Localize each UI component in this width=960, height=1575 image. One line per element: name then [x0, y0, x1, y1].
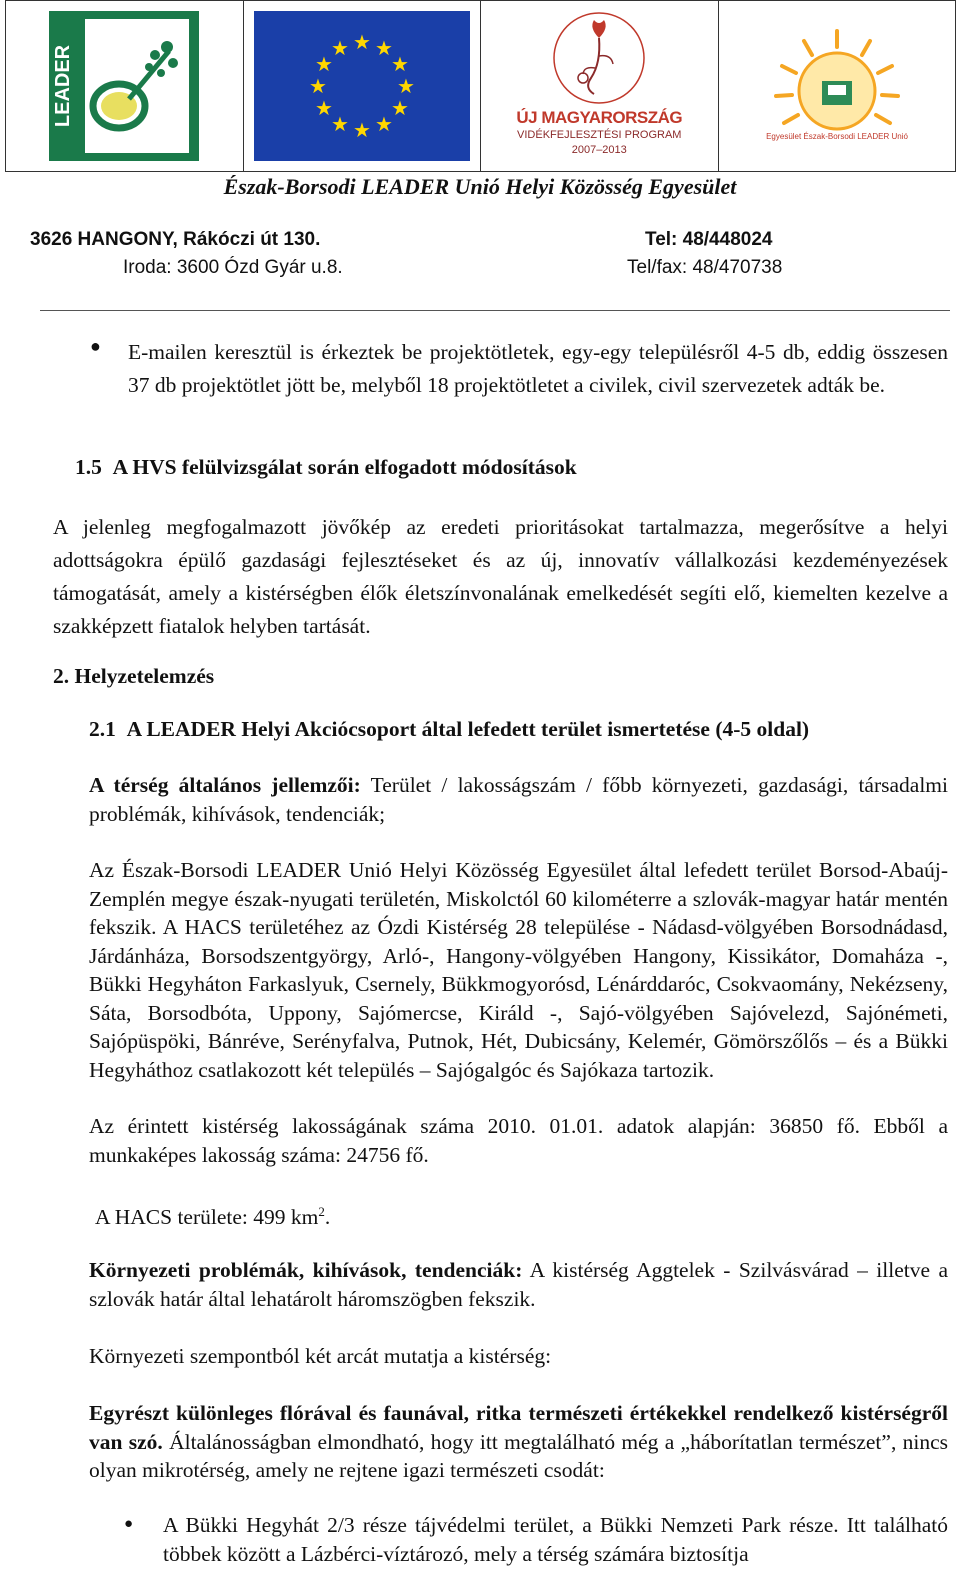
- flora-text: Általánosságban elmondható, hogy itt megtalálható még a „háborítatlan természet”, nincs olyan mikrotérség, amely ne rejtene igazi természeti csodát:: [89, 1429, 948, 1482]
- address: 3626 HANGONY, Rákóczi út 130.: [30, 229, 321, 250]
- env-text: A kistérség Aggtelek - Szilvásvárad – illetve a szlovák határ által lehatárolt háromszögben fekszik.: [89, 1258, 948, 1311]
- eu-flag-cell: [244, 1, 482, 171]
- leader-logo: [49, 11, 199, 161]
- sun-logo-icon: [752, 11, 922, 161]
- section-number: 2.1: [89, 717, 116, 741]
- section-1-5-text: A jelenleg megfogalmazott jövőkép az eredeti prioritásokat tartalmazza, megerősítve a helyi adottságokra épülő gazdasági fejlesztéseket és az új, innovatív vállalkozási kezdeményezések támogatását, amely a kistérségben élők életszínvonalának emelkedését segíti elő, kiemelten kezelve a szakképzett fiatalok helyben tartását.: [53, 515, 948, 638]
- svg-text:★: ★: [352, 118, 371, 142]
- area-description: Az Észak-Borsodi LEADER Unió Helyi Közösség Egyesület által lefedett terület Borsod-Abaúj-Zemplén megye észak-nyugati területén, Miskolctól 60 kilométerre a szlovák-magyar határ mentén fekszik. A HACS területéhez az Ózdi Kistérség 28 települése - Nádasd-völgyében Borsodnádasd, Járdánháza, Borsodszentgyörgy, Arló-, Hangony-völgyében Hangony, Kissikátor, Domaháza -, Bükki Hegyháton Farkaslyuk, Csernely, Bükkmogyorósd, Lénárddaróc, Csokvaomány, Nekézseny, Sáta, Borsodbóta, Uppony, Sajómercse, Királd -, Sajó-völgyében Sajóvelezd, Sajónémeti, Sajópüspöki, Bánréve, Serényfalva, Putnok, Hét, Dubicsány, Kelemér, Gömörszőlős – és a Bükki Hegyháthoz csatlakozott két település – Sajógalgóc és Sajókaza tartozik.: [89, 858, 948, 1082]
- svg-text:★: ★: [308, 74, 327, 98]
- hacs-area: [95, 1198, 595, 1232]
- svg-text:★: ★: [390, 96, 409, 120]
- section-title: A HVS felülvizsgálat során elfogadott módosítások: [112, 455, 577, 479]
- tulip-icon: [499, 8, 699, 108]
- office-address: Iroda: 3600 Ózd Gyár u.8.: [123, 257, 343, 278]
- umvp-subtitle: VIDÉKFEJLESZTÉSI PROGRAM: [517, 129, 682, 141]
- section-title: A LEADER Helyi Akciócsoport által lefedett terület ismertetése (4-5 oldal): [126, 717, 810, 741]
- flora-fauna-text: [89, 1399, 948, 1485]
- hacs-area-end: .: [324, 1205, 331, 1230]
- section-1-5-heading: [75, 455, 577, 480]
- section-2-1-heading: [89, 717, 809, 742]
- leader-logo-cell: [6, 1, 244, 171]
- leader-text: LEADER: [52, 44, 75, 128]
- umvp-years: 2007–2013: [571, 144, 627, 156]
- svg-text:★: ★: [330, 112, 349, 136]
- population-text: Az érintett kistérség lakosságának száma 2010. 01.01. adatok alapján: 36850 fő. Ebből a munkaképes lakosság száma: 24756 fő.: [89, 1114, 948, 1167]
- svg-text:★: ★: [374, 112, 393, 136]
- svg-text:★: ★: [396, 74, 415, 98]
- bullet-item-email: E-mailen keresztül is érkeztek be projektötletek, egy-egy településről 4-5 db, eddig összesen 37 db projektötlet jött be, melyből 18 projektötletet a civilek, civil szervezetek adták be.: [128, 340, 948, 397]
- general-characteristics: [89, 771, 948, 828]
- svg-text:★: ★: [352, 30, 371, 54]
- env-label: Környezeti problémák, kihívások, tendenciák:: [89, 1258, 523, 1282]
- svg-text:★: ★: [314, 96, 333, 120]
- phone: Tel: 48/448024: [645, 229, 773, 250]
- section-number: 1.5: [75, 455, 102, 479]
- umvp-title: ÚJ MAGYARORSZÁG: [516, 108, 683, 127]
- logo-banner: [5, 0, 956, 172]
- svg-text:★: ★: [390, 52, 409, 76]
- svg-text:★: ★: [330, 36, 349, 60]
- bullet-icon: ●: [90, 336, 101, 356]
- organization-name: Észak-Borsodi LEADER Unió Helyi Közösség Egyesület: [223, 174, 737, 199]
- general-label: A térség általános jellemzői:: [89, 773, 361, 797]
- fax: Tel/fax: 48/470738: [627, 257, 783, 278]
- hacs-area-sup: 2: [318, 1204, 325, 1219]
- environmental-problems: [89, 1256, 948, 1313]
- egyesulet-ring-text: Egyesület Észak-Borsodi LEADER Unió: [765, 132, 908, 141]
- svg-text:★: ★: [314, 52, 333, 76]
- svg-text:★: ★: [374, 36, 393, 60]
- umvp-logo: [499, 6, 699, 166]
- umvp-logo-cell: [481, 1, 719, 171]
- egyesulet-logo-cell: [719, 1, 956, 171]
- hacs-area-label: A HACS területe: 499 km: [95, 1205, 319, 1230]
- header-divider: [40, 310, 950, 311]
- two-faces-text: Környezeti szempontból két arcát mutatja a kistérség:: [89, 1344, 552, 1368]
- general-text: Terület / lakosságszám / főbb környezeti, gazdasági, társadalmi problémák, kihívások, tendenciák;: [89, 773, 948, 826]
- bullet-icon: ●: [124, 1516, 134, 1532]
- section-2-heading: 2. Helyzetelemzés: [53, 664, 215, 688]
- bullet-item-bukk: A Bükki Hegyhát 2/3 része tájvédelmi terület, a Bükki Nemzeti Park része. Itt található többek között a Lázbérci-víztározó, mely a térség számára biztosítja: [163, 1513, 948, 1566]
- eu-flag-icon: [254, 11, 470, 161]
- flora-bold: Egyrészt különleges flórával és faunával, ritka természeti értékekkel rendelkező kistérségről van szó.: [89, 1401, 948, 1454]
